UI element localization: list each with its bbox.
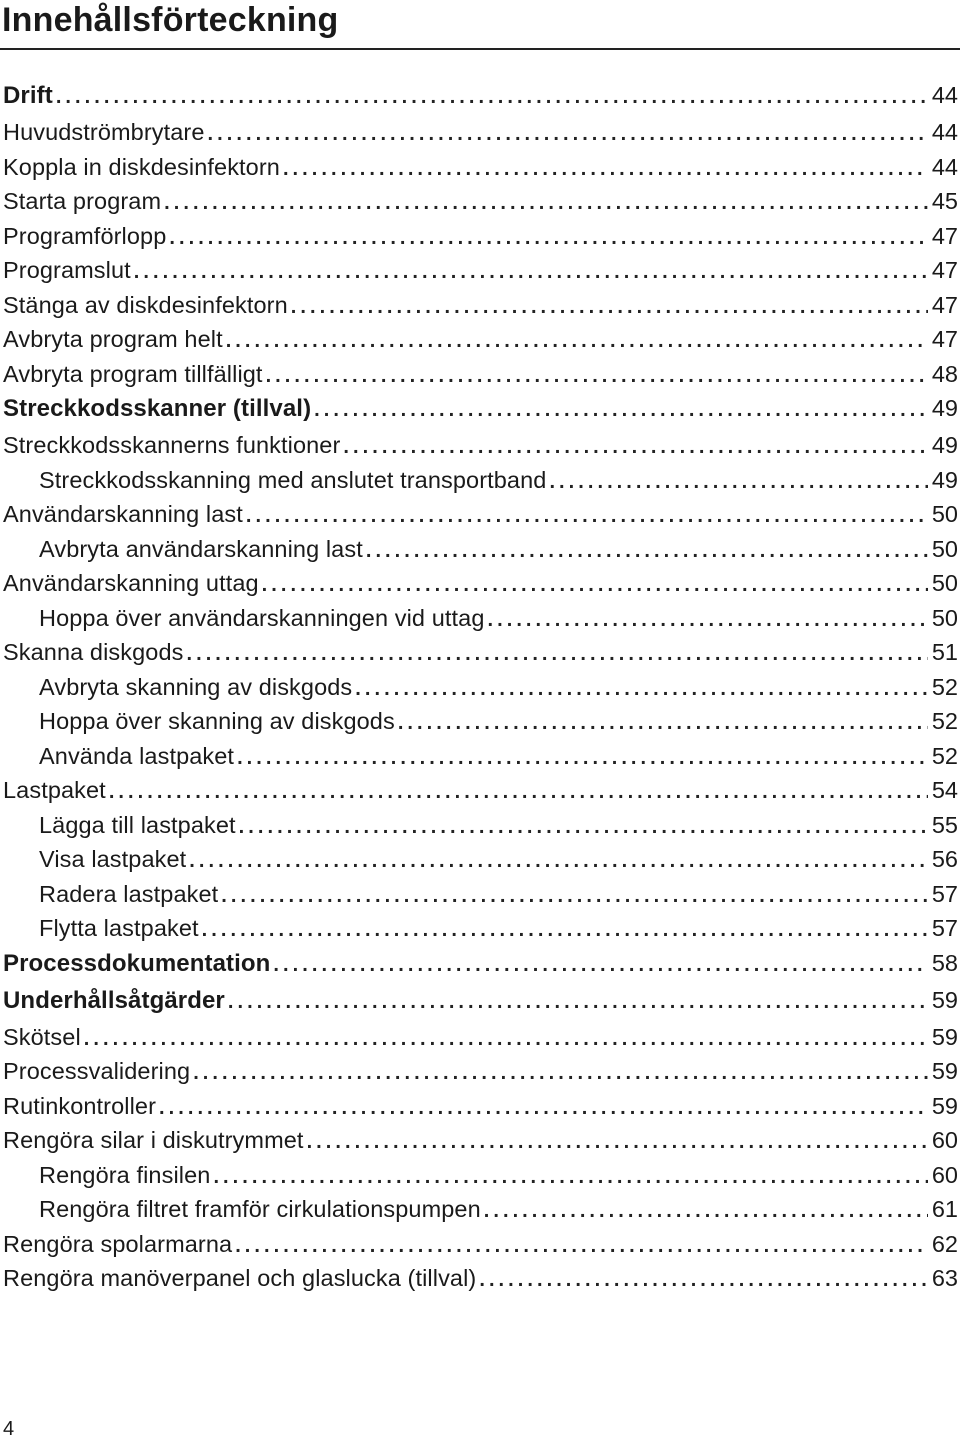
toc-entry[interactable] <box>0 223 958 258</box>
toc-entry[interactable] <box>0 777 958 812</box>
dot-leader <box>235 1235 928 1258</box>
toc-entry-page: 50 <box>931 501 958 527</box>
toc-entry-label: Använda lastpaket <box>39 742 235 769</box>
toc-entry[interactable] <box>0 119 958 154</box>
toc-entry[interactable] <box>0 432 958 467</box>
dot-leader <box>307 1131 928 1154</box>
toc-entry-page: 60 <box>931 1127 958 1153</box>
dot-leader <box>273 954 927 977</box>
toc-subentry[interactable] <box>0 536 958 571</box>
toc-entry[interactable] <box>0 1093 958 1128</box>
toc-entry-label: Starta program <box>3 188 162 214</box>
toc-entry-label: Drift <box>3 82 53 109</box>
toc-entry-page: 51 <box>931 639 958 665</box>
toc-entry-label: Underhållsåtgärder <box>3 986 225 1014</box>
dot-leader <box>208 123 928 146</box>
toc-entry-label: Flytta lastpaket <box>39 915 199 941</box>
dot-leader <box>283 158 928 181</box>
toc-entry-page: 44 <box>931 82 958 108</box>
dot-leader <box>291 296 928 319</box>
page-title: Innehållsförteckning <box>2 1 339 39</box>
toc-section-entry[interactable] <box>0 987 958 1024</box>
toc-entry-label: Rengöra spolarmarna <box>3 1230 233 1257</box>
toc-entry-label: Rutinkontroller <box>3 1092 157 1119</box>
toc-entry-page: 55 <box>931 811 958 838</box>
toc-section-entry[interactable] <box>0 950 958 987</box>
toc-entry-page: 54 <box>931 777 958 803</box>
toc-entry[interactable] <box>0 257 958 292</box>
toc-entry[interactable] <box>0 1024 958 1059</box>
toc-entry-label: Hoppa över skanning av diskgods <box>39 708 395 734</box>
dot-leader <box>479 1269 928 1292</box>
toc-entry-label: Rengöra finsilen <box>39 1161 211 1188</box>
dot-leader <box>266 365 928 388</box>
toc-entry-page: 48 <box>931 360 958 387</box>
toc-entry-label: Streckkodsskanning med anslutet transportband <box>39 466 547 493</box>
toc-entry-page: 52 <box>931 742 958 769</box>
dot-leader <box>484 1200 928 1223</box>
toc-entry-page: 57 <box>931 880 958 907</box>
dot-leader <box>237 747 928 770</box>
toc-entry-page: 47 <box>931 291 958 318</box>
toc-entry-page: 47 <box>931 222 958 249</box>
toc-entry-page: 56 <box>931 846 958 872</box>
toc-entry-label: Processvalidering <box>3 1058 191 1084</box>
toc-entry[interactable] <box>0 1058 958 1093</box>
dot-leader <box>169 227 927 250</box>
toc-entry-label: Rengöra filtret framför cirkulationspumpen <box>39 1196 481 1222</box>
toc-entry-page: 52 <box>931 708 958 734</box>
toc-entry-page: 52 <box>931 673 958 700</box>
toc-subentry[interactable] <box>0 674 958 709</box>
toc-entry-label: Skanna diskgods <box>3 639 184 665</box>
toc-entry-page: 47 <box>931 326 958 352</box>
toc-subentry[interactable] <box>0 846 958 881</box>
dot-leader <box>164 192 928 215</box>
toc-entry[interactable] <box>0 1265 958 1300</box>
toc-subentry[interactable] <box>0 743 958 778</box>
toc-entry[interactable] <box>0 1127 958 1162</box>
toc-entry-page: 50 <box>931 535 958 562</box>
dot-leader <box>186 643 927 666</box>
toc-entry-label: Programförlopp <box>3 222 167 249</box>
toc-entry-page: 47 <box>931 257 958 283</box>
toc-entry-label: Streckkodsskannerns funktioner <box>3 432 341 458</box>
dot-leader <box>314 399 928 422</box>
dot-leader <box>213 1166 927 1189</box>
toc-entry-label: Rengöra silar i diskutrymmet <box>3 1127 304 1153</box>
toc-entry-page: 57 <box>931 915 958 941</box>
toc-entry-page: 49 <box>931 395 958 421</box>
toc-entry-page: 59 <box>931 1023 958 1050</box>
toc-entry-page: 61 <box>931 1196 958 1222</box>
dot-leader <box>109 781 928 804</box>
toc-entry[interactable] <box>0 154 958 189</box>
toc-entry[interactable] <box>0 639 958 674</box>
toc-entry-page: 63 <box>931 1265 958 1291</box>
table-of-contents <box>0 82 958 1300</box>
toc-entry-label: Rengöra manöverpanel och glaslucka (tillval) <box>3 1265 477 1291</box>
toc-entry[interactable] <box>0 501 958 536</box>
toc-entry-page: 59 <box>931 1092 958 1119</box>
toc-entry-label: Lägga till lastpaket <box>39 811 236 838</box>
toc-section-entry[interactable] <box>0 395 958 432</box>
dot-leader <box>159 1097 928 1120</box>
dot-leader <box>202 919 928 942</box>
toc-entry-label: Huvudströmbrytare <box>3 119 205 145</box>
dot-leader <box>488 609 928 632</box>
dot-leader <box>221 885 928 908</box>
toc-entry-label: Lastpaket <box>3 777 106 803</box>
toc-entry-label: Användarskanning last <box>3 501 243 527</box>
dot-leader <box>228 991 928 1014</box>
toc-entry-page: 59 <box>931 986 958 1013</box>
toc-entry-page: 62 <box>931 1230 958 1257</box>
toc-entry-label: Processdokumentation <box>3 949 271 977</box>
toc-entry-page: 44 <box>931 153 958 180</box>
toc-entry[interactable] <box>0 292 958 327</box>
toc-entry-page: 44 <box>931 119 958 145</box>
dot-leader <box>262 574 928 597</box>
toc-entry-label: Koppla in diskdesinfektorn <box>3 153 280 180</box>
toc-subentry[interactable] <box>0 915 958 950</box>
toc-entry-label: Hoppa över användarskanningen vid uttag <box>39 604 485 631</box>
toc-entry-page: 49 <box>931 432 958 458</box>
dot-leader <box>246 505 928 528</box>
toc-subentry[interactable] <box>0 708 958 743</box>
toc-entry[interactable] <box>0 361 958 396</box>
toc-entry-label: Avbryta program tillfälligt <box>3 360 263 387</box>
toc-entry-page: 50 <box>931 570 958 596</box>
toc-entry[interactable] <box>0 570 958 605</box>
dot-leader <box>193 1062 928 1085</box>
toc-entry-page: 59 <box>931 1058 958 1084</box>
toc-entry-label: Användarskanning uttag <box>3 570 259 596</box>
toc-subentry[interactable] <box>0 605 958 640</box>
dot-leader <box>398 712 928 735</box>
toc-entry-label: Streckkodsskanner (tillval) <box>3 395 312 422</box>
toc-entry[interactable] <box>0 326 958 361</box>
dot-leader <box>355 678 928 701</box>
toc-entry-page: 58 <box>931 949 958 976</box>
toc-entry-page: 45 <box>931 188 958 214</box>
toc-entry-page: 50 <box>931 604 958 631</box>
toc-section-entry[interactable] <box>0 82 958 119</box>
toc-entry-label: Programslut <box>3 257 131 283</box>
dot-leader <box>366 540 928 563</box>
dot-leader <box>56 86 928 109</box>
toc-entry-label: Radera lastpaket <box>39 880 219 907</box>
toc-entry-label: Avbryta användarskanning last <box>39 535 363 562</box>
dot-leader <box>343 436 927 459</box>
toc-entry-label: Skötsel <box>3 1023 81 1050</box>
toc-entry-page: 60 <box>931 1161 958 1188</box>
toc-entry[interactable] <box>0 1231 958 1266</box>
toc-entry-label: Avbryta skanning av diskgods <box>39 673 353 700</box>
toc-subentry[interactable] <box>0 1196 958 1231</box>
toc-subentry[interactable] <box>0 881 958 916</box>
toc-subentry[interactable] <box>0 467 958 502</box>
toc-subentry[interactable] <box>0 1162 958 1197</box>
toc-entry-label: Avbryta program helt <box>3 326 223 352</box>
dot-leader <box>226 330 928 353</box>
toc-entry-label: Stänga av diskdesinfektorn <box>3 291 288 318</box>
dot-leader <box>239 816 928 839</box>
page-number: 4 <box>3 1418 15 1440</box>
dot-leader <box>189 850 928 873</box>
toc-subentry[interactable] <box>0 812 958 847</box>
dot-leader <box>549 471 927 494</box>
title-divider <box>0 48 960 50</box>
dot-leader <box>134 261 928 284</box>
toc-entry-label: Visa lastpaket <box>39 846 187 872</box>
toc-entry-page: 49 <box>931 466 958 493</box>
dot-leader <box>84 1028 928 1051</box>
toc-entry[interactable] <box>0 188 958 223</box>
